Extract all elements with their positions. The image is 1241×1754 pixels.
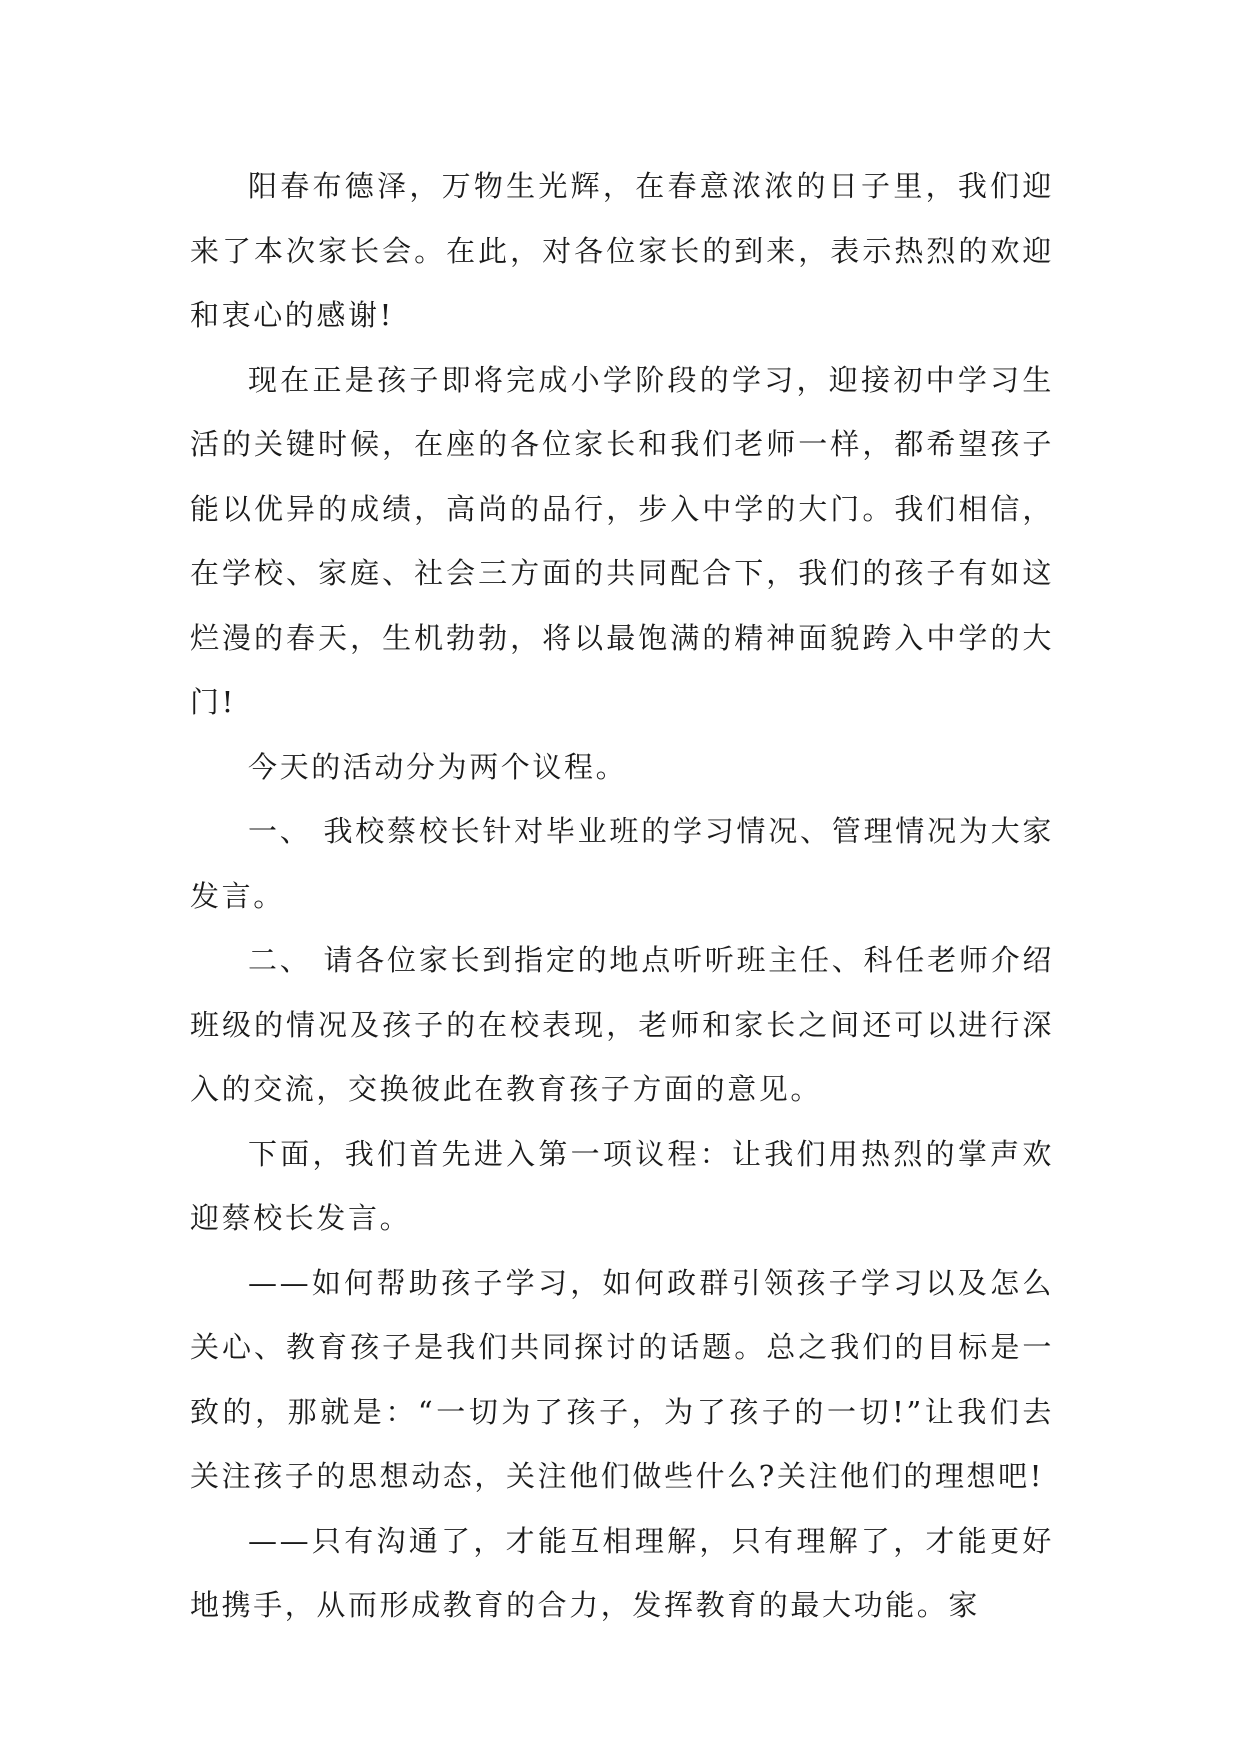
- paragraph-first-agenda: 下面，我们首先进入第一项议程：让我们用热烈的掌声欢迎蔡校长发言。: [190, 1136, 1054, 1235]
- paragraph-welcome: 阳春布德泽，万物生光辉，在春意浓浓的日子里，我们迎来了本次家长会。在此，对各位家长的到来，表示热烈的欢迎和衷心的感谢!: [190, 169, 1054, 332]
- paragraph-agenda-intro: 今天的活动分为两个议程。: [248, 749, 628, 784]
- document-body: [190, 154, 1054, 1638]
- paragraph-agenda-item-2: 二、 请各位家长到指定的地点听听班主任、科任老师介绍班级的情况及孩子的在校表现，老师和家长之间还可以进行深入的交流，交换彼此在教育孩子方面的意见。: [190, 943, 1054, 1106]
- paragraph-helping-children: ——如何帮助孩子学习，如何政群引领孩子学习以及怎么关心、教育孩子是我们共同探讨的话题。总之我们的目标是一致的，那就是：“一切为了孩子，为了孩子的一切!”让我们去关注孩子的思想动态，关注他们做些什么?关注他们的理想吧!: [190, 1265, 1054, 1493]
- paragraph-context: 现在正是孩子即将完成小学阶段的学习，迎接初中学习生活的关键时候，在座的各位家长和我们老师一样，都希望孩子能以优异的成绩，高尚的品行，步入中学的大门。我们相信，在学校、家庭、社会三方面的共同配合下，我们的孩子有如这烂漫的春天，生机勃勃，将以最饱满的精神面貌跨入中学的大门!: [190, 362, 1054, 719]
- paragraph-communication: ——只有沟通了，才能互相理解，只有理解了，才能更好地携手，从而形成教育的合力，发挥教育的最大功能。家: [190, 1523, 1054, 1622]
- paragraph-agenda-item-1: 一、 我校蔡校长针对毕业班的学习情况、管理情况为大家发言。: [190, 814, 1054, 913]
